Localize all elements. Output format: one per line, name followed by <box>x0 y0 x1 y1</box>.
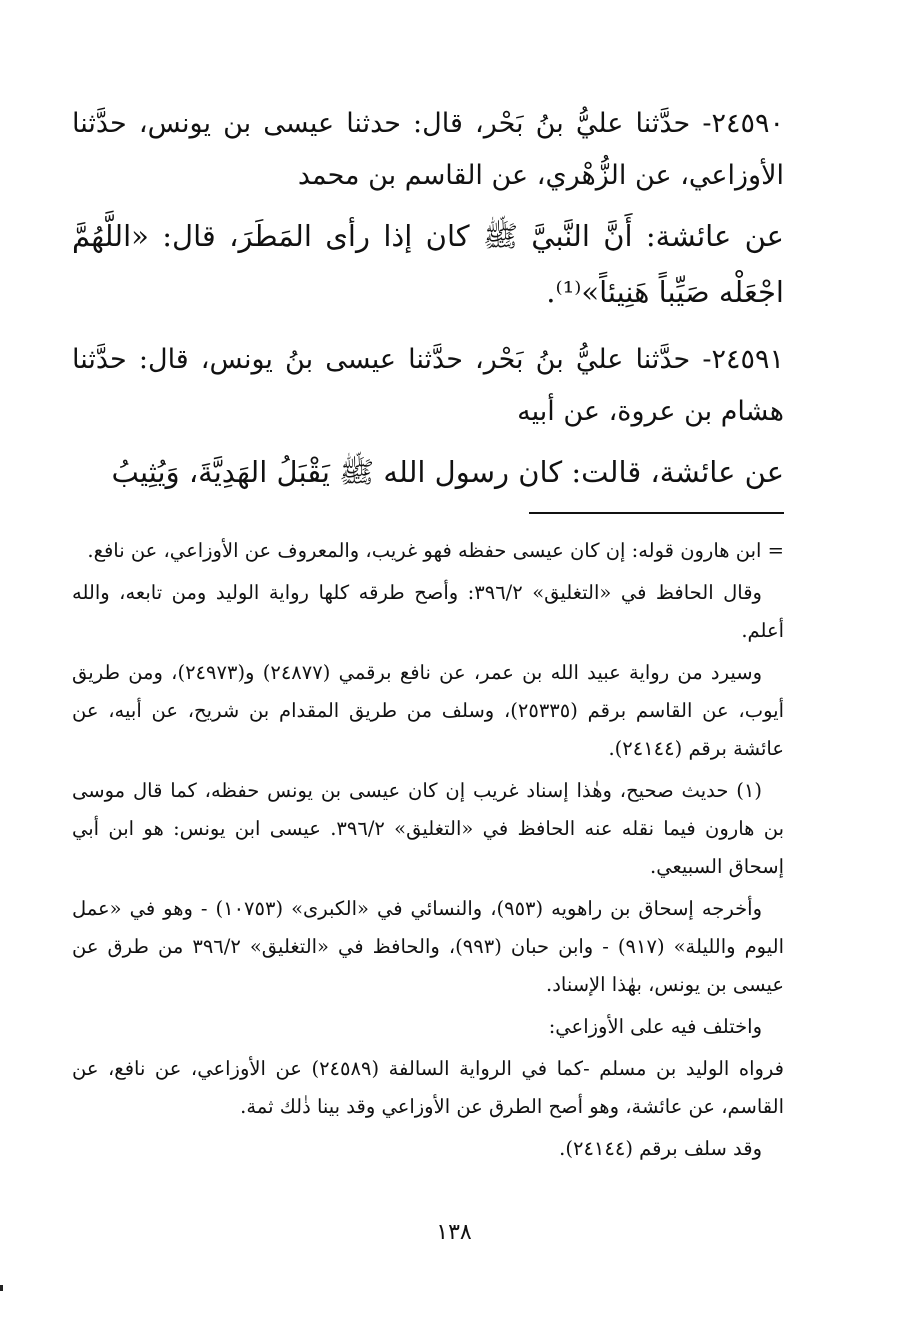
footnote-paragraph: وقد سلف برقم (٢٤١٤٤). <box>559 1137 762 1160</box>
hadith-24591-matn: عن عائشة، قالت: كان رسول الله ﷺ يَقْبَلُ الهَدِيَّةَ، وَيُثِيبُ <box>111 455 784 489</box>
footnote-1: (١) حديث صحيح، وهٰذا إسناد غريب إن كان عيسى بن يونس حفظه، كما قال موسى بن هارون فيما نقله عنه الحافظ في «التغليق» ٣٩٦/٢. عيسى ابن يونس: هو ابن أبي إسحاق السبيعي. <box>72 779 784 878</box>
footnotes <box>72 532 784 1168</box>
footnote-paragraph: واختلف فيه على الأوزاعي: <box>548 1015 762 1038</box>
hadith-24591-isnad: ٢٤٥٩١- حدَّثنا عليُّ بنُ بَحْر، حدَّثنا عيسى بنُ يونس، قال: حدَّثنا هشام بن عروة، عن أبيه <box>72 344 784 427</box>
hadith-text <box>72 98 784 500</box>
footnote-paragraph: وسيرد من رواية عبيد الله بن عمر، عن نافع برقمي (٢٤٨٧٧) و(٢٤٩٧٣)، ومن طريق أيوب، عن القاسم برقم (٢٥٣٣٥)، وسلف من طريق المقدام بن شريح، عن أبيه، عن عائشة برقم (٢٤١٤٤). <box>72 661 784 760</box>
footnote-separator <box>529 512 784 514</box>
footnote-paragraph: وأخرجه إسحاق بن راهويه (٩٥٣)، والنسائي في «الكبرى» (١٠٧٥٣) - وهو في «عمل اليوم والليلة» (٩١٧) - وابن حبان (٩٩٣)، والحافظ في «التغليق» ٣٩٦/٢ من طرق عن عيسى بن يونس، بهٰذا الإسناد. <box>72 897 784 996</box>
footnote-paragraph: وقال الحافظ في «التغليق» ٣٩٦/٢: وأصح طرقه كلها رواية الوليد ومن تابعه، والله أعلم. <box>72 581 784 642</box>
page-number: ١٣٨ <box>436 1220 472 1245</box>
footnote-continuation: = ابن هارون قوله: إن كان عيسى حفظه فهو غريب، والمعروف عن الأوزاعي، عن نافع. <box>87 539 784 562</box>
hadith-24590-matn: عن عائشة: أَنَّ النَّبيَّ ﷺ كان إذا رأى المَطَرَ، قال: «اللَّهُمَّ اجْعَلْه صَيِّباً هَنِيئاً»⁽¹⁾. <box>72 219 784 309</box>
scan-edge-mark <box>0 1285 3 1291</box>
hadith-24590-isnad: ٢٤٥٩٠- حدَّثنا عليُّ بنُ بَحْر، قال: حدثنا عيسى بن يونس، حدَّثنا الأوزاعي، عن الزُّهْري، عن القاسم بن محمد <box>72 108 784 191</box>
footnote-paragraph: فرواه الوليد بن مسلم -كما في الرواية السالفة (٢٤٥٨٩) عن الأوزاعي، عن نافع، عن القاسم، عن عائشة، وهو أصح الطرق عن الأوزاعي وقد بينا ذٰلك ثمة. <box>72 1057 784 1118</box>
page-body <box>72 98 784 1172</box>
